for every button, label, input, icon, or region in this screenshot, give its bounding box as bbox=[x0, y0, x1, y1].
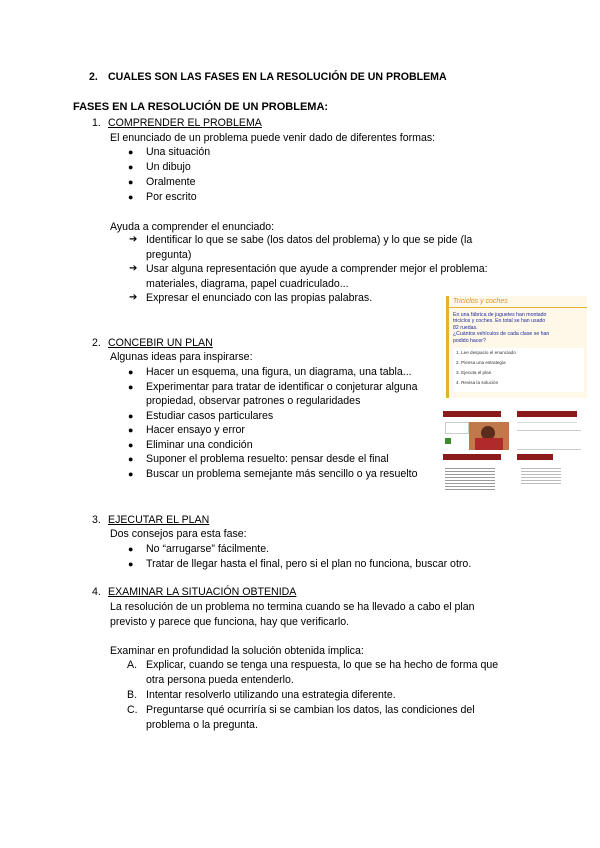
bullet-icon: ● bbox=[128, 381, 134, 392]
help-item-line: Identificar lo que se sabe (los datos del problema) y lo que se pide (la bbox=[146, 234, 473, 246]
webpage-thumbnail bbox=[441, 408, 586, 496]
form-item: Por escrito bbox=[146, 191, 197, 203]
arrow-icon: ➔ bbox=[129, 263, 138, 274]
worksheet-step-3: 3. Ejecuta el plan bbox=[456, 370, 492, 375]
check-item-line: problema o la pregunta. bbox=[146, 719, 258, 731]
subheading: FASES EN LA RESOLUCIÓN DE UN PROBLEMA: bbox=[73, 101, 329, 113]
worksheet-text-1: En una fábrica de juguetes han montado bbox=[453, 312, 547, 318]
web-small-box bbox=[445, 422, 469, 434]
check-item-line: Explicar, cuando se tenga una respuesta, lo que se ha hecho de forma que bbox=[146, 659, 499, 671]
bullet-icon: ● bbox=[128, 177, 134, 187]
bullet-icon: ● bbox=[128, 454, 134, 464]
bullet-icon: ● bbox=[128, 425, 134, 435]
tip-item: No “arrugarse” fácilmente. bbox=[146, 543, 270, 555]
bullet-icon: ● bbox=[128, 544, 134, 554]
arrow-icon: ➔ bbox=[129, 292, 138, 303]
bullet-icon: ● bbox=[128, 468, 134, 479]
help-item-line: Expresar el enunciado con las propias palabras. bbox=[146, 292, 373, 304]
idea-line: propiedad, observar patrones o regularidades bbox=[146, 395, 361, 407]
idea-line: Suponer el problema resuelto: pensar desde el final bbox=[146, 453, 389, 465]
check-item-line: otra persona pueda entenderlo. bbox=[146, 674, 294, 686]
bullet-icon: ● bbox=[128, 410, 134, 421]
bullet-icon: ● bbox=[128, 559, 134, 569]
section3-intro: Dos consejos para esta fase: bbox=[110, 528, 247, 540]
bullet-icon: ● bbox=[128, 367, 134, 377]
section4-p1-line2: previsto y parece que funciona, hay que verificarlo. bbox=[110, 616, 350, 628]
worksheet-text-5: podido hacer? bbox=[453, 337, 486, 344]
check-item-line: Preguntarse qué ocurriría si se cambian los datos, las condiciones del bbox=[146, 704, 475, 716]
main-heading: CUALES SON LAS FASES EN LA RESOLUCIÓN DE UN PROBLEMA bbox=[108, 71, 447, 83]
worksheet-title: Triciclos y coches bbox=[453, 298, 508, 305]
worksheet-text-3: 82 ruedas. bbox=[453, 324, 478, 331]
idea-line: Hacer ensayo y error bbox=[146, 424, 245, 436]
worksheet-step-1: 1. Lee despacio el enunciado bbox=[456, 350, 516, 355]
web-header-left bbox=[443, 411, 501, 417]
idea-line: Experimentar para tratar de identificar o conjeturar alguna bbox=[146, 380, 418, 393]
tip-item: Tratar de llegar hasta el final, pero si el plan no funciona, buscar otro. bbox=[146, 558, 472, 570]
idea-line: Eliminar una condición bbox=[146, 438, 253, 451]
web-subheader-right bbox=[517, 454, 553, 460]
worksheet-text-4: ¿Cuántos vehículos de cada clase se han bbox=[453, 331, 550, 338]
worksheet-text-2: triciclos y coches. En total se han usado bbox=[453, 318, 546, 325]
section4-p2: Examinar en profundidad la solución obtenida implica: bbox=[110, 645, 364, 657]
help-item-line: materiales, diagrama, papel cuadriculado... bbox=[146, 278, 349, 290]
bullet-icon: ● bbox=[128, 147, 134, 157]
web-text-block bbox=[517, 430, 581, 450]
section2-number: 2. bbox=[92, 337, 101, 349]
heading-number: 2. bbox=[89, 71, 98, 83]
form-item: Una situación bbox=[146, 146, 211, 158]
worksheet-step-2: 2. Piensa una estrategia bbox=[456, 360, 506, 365]
item-letter: B. bbox=[127, 689, 138, 701]
section1-intro: El enunciado de un problema puede venir dado de diferentes formas: bbox=[110, 132, 436, 144]
bullet-icon: ● bbox=[128, 162, 134, 172]
help-item-line: pregunta) bbox=[146, 249, 192, 261]
web-header-right bbox=[517, 411, 577, 417]
form-item: Un dibujo bbox=[146, 161, 191, 173]
photo-child-icon bbox=[469, 422, 509, 450]
section3-number: 3. bbox=[92, 514, 101, 526]
worksheet-step-4: 4. Revisa la solución bbox=[456, 380, 499, 385]
section2-title: CONCEBIR UN PLAN bbox=[108, 337, 213, 349]
web-list-left bbox=[445, 466, 495, 490]
section1-number: 1. bbox=[92, 117, 101, 129]
section4-number: 4. bbox=[92, 586, 101, 598]
bullet-icon: ● bbox=[128, 192, 134, 202]
item-letter: C. bbox=[127, 704, 138, 716]
bullet-icon: ● bbox=[128, 439, 134, 450]
idea-line: Hacer un esquema, una figura, un diagrama, una tabla... bbox=[146, 366, 412, 378]
section3-title: EJECUTAR EL PLAN bbox=[108, 514, 210, 526]
web-subheader-left bbox=[443, 454, 501, 460]
idea-line: Estudiar casos particulares bbox=[146, 409, 274, 422]
section4-title: EXAMINAR LA SITUACIÓN OBTENIDA bbox=[108, 586, 297, 598]
section4-p1-line1: La resolución de un problema no termina cuando se ha llevado a cabo el plan bbox=[110, 601, 475, 613]
section1-title: COMPRENDER EL PROBLEMA bbox=[108, 117, 262, 129]
web-green-square bbox=[445, 438, 451, 444]
arrow-icon: ➔ bbox=[129, 234, 138, 245]
worksheet-divider bbox=[449, 307, 587, 308]
web-list-right bbox=[521, 466, 561, 484]
help-item-line: Usar alguna representación que ayude a comprender mejor el problema: bbox=[146, 263, 488, 275]
item-letter: A. bbox=[127, 659, 138, 671]
check-item-line: Intentar resolverlo utilizando una estrategia diferente. bbox=[146, 689, 396, 701]
section2-intro: Algunas ideas para inspirarse: bbox=[110, 351, 253, 363]
idea-line: Buscar un problema semejante más sencillo o ya resuelto bbox=[146, 467, 418, 480]
worksheet-steps-box bbox=[453, 348, 584, 392]
help-intro: Ayuda a comprender el enunciado: bbox=[110, 221, 275, 233]
form-item: Oralmente bbox=[146, 176, 196, 188]
worksheet-thumbnail bbox=[446, 296, 587, 398]
